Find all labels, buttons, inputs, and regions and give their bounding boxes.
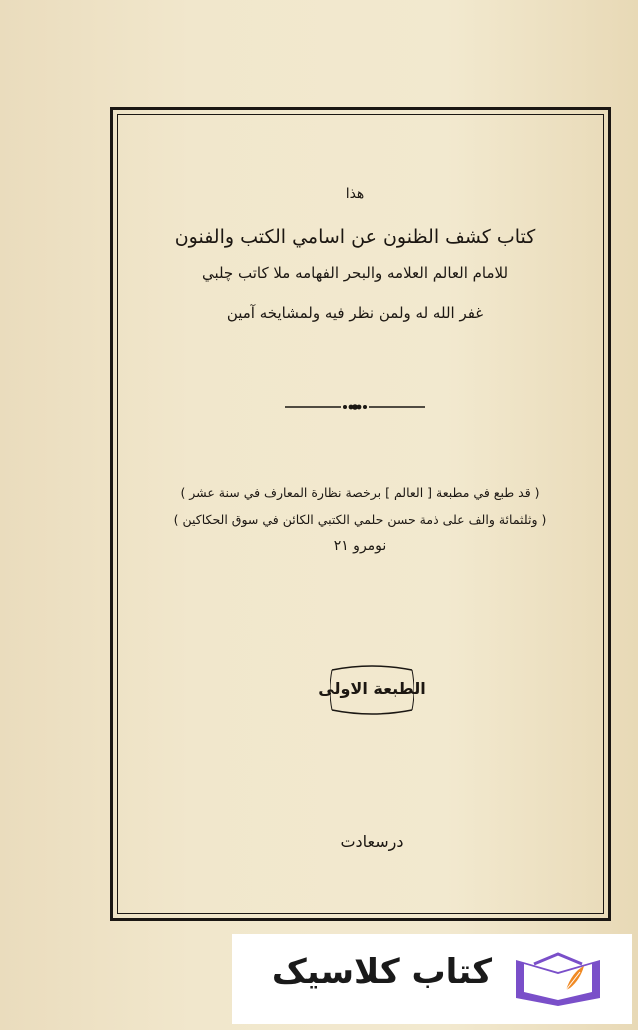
imprint-line-1: ( قد طبع في مطبعة [ العالم ] برخصة نظارة المعارف في سنة عشر ) [180, 485, 540, 500]
author-line: للامام العالم العلامه والبحر الفهامه ملا كاتب چلبي [201, 264, 509, 282]
number-line: نومرو ٢١ [333, 538, 387, 554]
book-feather-icon [510, 950, 606, 1006]
edition-label: الطبعة الاولى [318, 679, 426, 698]
imprint-line-2: ( وثلثمائة والف على ذمة حسن حلمي الكتبي الكائن في سوق الحكاكين ) [173, 512, 547, 527]
title-line-1: هذا [345, 186, 365, 202]
ornamental-divider [285, 400, 425, 414]
book-title: كتاب كشف الظنون عن اسامي الكتب والفنون [174, 226, 536, 248]
place-of-print: درسعادت [340, 832, 404, 851]
watermark-text: کتاب کلاسیک [271, 952, 493, 992]
prayer-line: غفر الله له ولمن نظر فيه ولمشايخه آمين [226, 304, 484, 322]
